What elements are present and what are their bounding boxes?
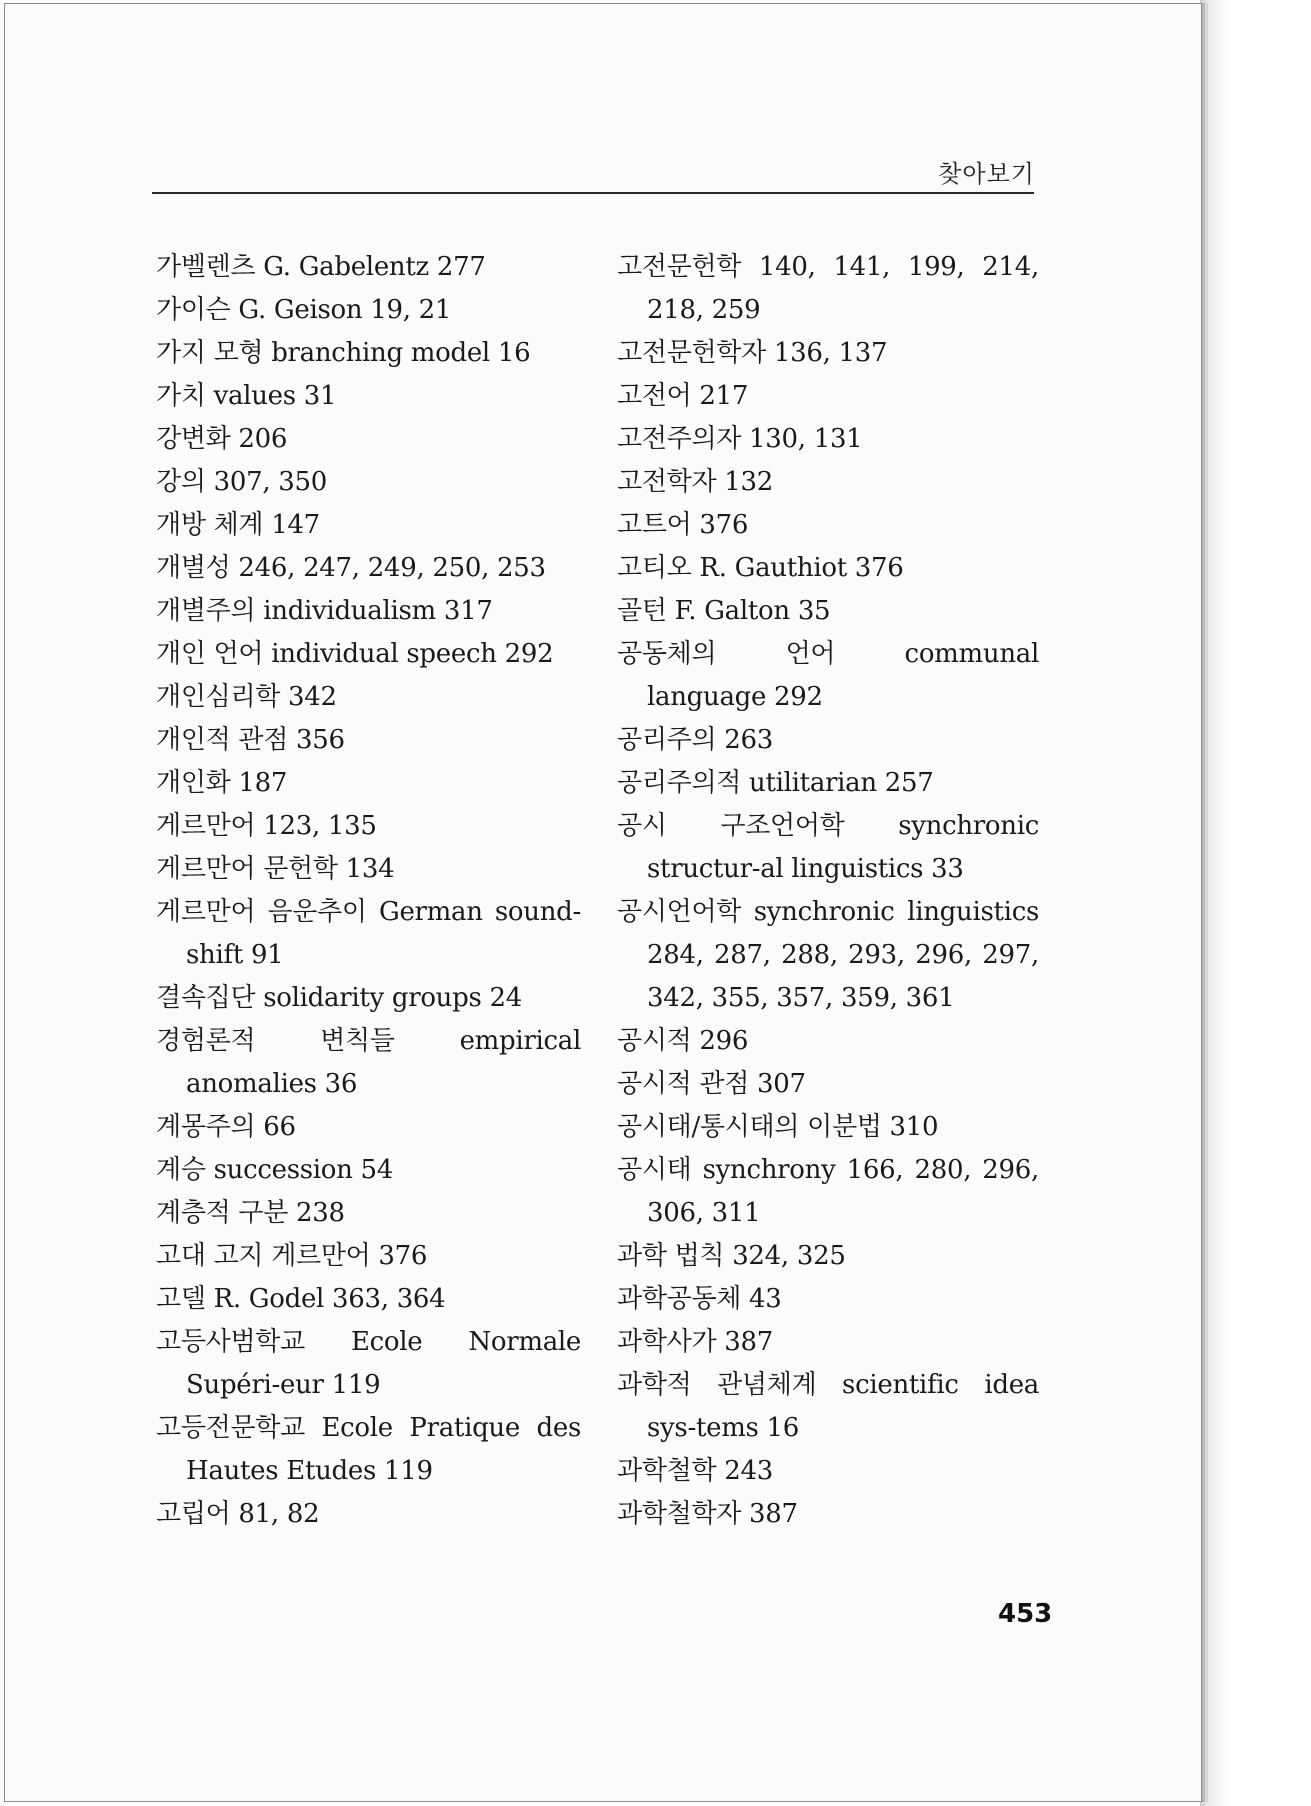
index-entry: 고등전문학교 Ecole Pratique des Hautes Etudes 119 bbox=[156, 1413, 581, 1486]
index-entry: 가벨렌츠 G. Gabelentz 277 bbox=[156, 252, 486, 282]
index-entry: 계몽주의 66 bbox=[156, 1112, 296, 1142]
index-entry: 경험론적 변칙들 empirical anomalies 36 bbox=[156, 1026, 581, 1099]
index-entry: 고대 고지 게르만어 376 bbox=[156, 1241, 428, 1271]
index-entry: 강변화 206 bbox=[156, 424, 288, 454]
book-spine-shadow bbox=[1200, 0, 1311, 1806]
index-entry: 고트어 376 bbox=[617, 510, 749, 540]
index-entry: 과학공동체 43 bbox=[617, 1284, 782, 1314]
index-entry: 고전어 217 bbox=[617, 381, 749, 411]
index-entry: 공동체의 언어 communal language 292 bbox=[617, 639, 1039, 712]
index-entry: 게르만어 123, 135 bbox=[156, 811, 377, 841]
index-entry: 가지 모형 branching model 16 bbox=[156, 338, 531, 368]
index-entry: 공리주의적 utilitarian 257 bbox=[617, 768, 934, 798]
index-entry: 개별주의 individualism 317 bbox=[156, 596, 493, 626]
header-rule bbox=[152, 192, 1034, 194]
index-entry: 고전문헌학자 136, 137 bbox=[617, 338, 888, 368]
index-entry: 골턴 F. Galton 35 bbox=[617, 596, 831, 626]
index-entry: 계승 succession 54 bbox=[156, 1155, 394, 1185]
index-entry: 게르만어 음운추이 German sound-shift 91 bbox=[156, 897, 581, 970]
index-entry: 고전문헌학 140, 141, 199, 214, 218, 259 bbox=[617, 252, 1039, 325]
index-entry: 고전학자 132 bbox=[617, 467, 773, 497]
index-entry: 개별성 246, 247, 249, 250, 253 bbox=[156, 553, 546, 583]
running-header: 찾아보기 bbox=[938, 160, 1035, 188]
index-entry: 공시언어학 synchronic linguistics 284, 287, 288, 293, 296, 297, 342, 355, 357, 359, 361 bbox=[617, 897, 1039, 1013]
index-entry: 과학사가 387 bbox=[617, 1327, 773, 1357]
index-entry: 개인 언어 individual speech 292 bbox=[156, 639, 554, 669]
index-entry: 개인심리학 342 bbox=[156, 682, 337, 712]
index-entry: 가치 values 31 bbox=[156, 381, 337, 411]
index-entry: 공시태 synchrony 166, 280, 296, 306, 311 bbox=[617, 1155, 1039, 1228]
index-column-left bbox=[156, 246, 581, 1536]
index-column-right bbox=[617, 246, 1039, 1536]
index-entry: 공시적 296 bbox=[617, 1026, 749, 1056]
index-entry: 과학 법칙 324, 325 bbox=[617, 1241, 846, 1271]
page-number: 453 bbox=[998, 1599, 1053, 1629]
index-entry: 고델 R. Godel 363, 364 bbox=[156, 1284, 446, 1314]
index-entry: 공시적 관점 307 bbox=[617, 1069, 806, 1099]
index-entry: 고등사범학교 Ecole Normale Supéri-eur 119 bbox=[156, 1327, 581, 1400]
index-entry: 게르만어 문헌학 134 bbox=[156, 854, 395, 884]
index-entry: 공리주의 263 bbox=[617, 725, 773, 755]
index-entry: 강의 307, 350 bbox=[156, 467, 327, 497]
index-entry: 공시태/통시태의 이분법 310 bbox=[617, 1112, 939, 1142]
index-entry: 과학철학 243 bbox=[617, 1456, 773, 1486]
index-entry: 고립어 81, 82 bbox=[156, 1499, 320, 1529]
index-entry: 과학적 관념체계 scientific idea sys-tems 16 bbox=[617, 1370, 1039, 1443]
index-entry: 가이슨 G. Geison 19, 21 bbox=[156, 295, 452, 325]
index-entry: 공시 구조언어학 synchronic structur-al linguistics 33 bbox=[617, 811, 1039, 884]
index-entry: 개방 체계 147 bbox=[156, 510, 320, 540]
index-entry: 개인적 관점 356 bbox=[156, 725, 345, 755]
index-entry: 결속집단 solidarity groups 24 bbox=[156, 983, 522, 1013]
index-entry: 과학철학자 387 bbox=[617, 1499, 798, 1529]
index-entry: 고티오 R. Gauthiot 376 bbox=[617, 553, 904, 583]
index-entry: 계층적 구분 238 bbox=[156, 1198, 345, 1228]
index-entry: 고전주의자 130, 131 bbox=[617, 424, 863, 454]
index-entry: 개인화 187 bbox=[156, 768, 288, 798]
